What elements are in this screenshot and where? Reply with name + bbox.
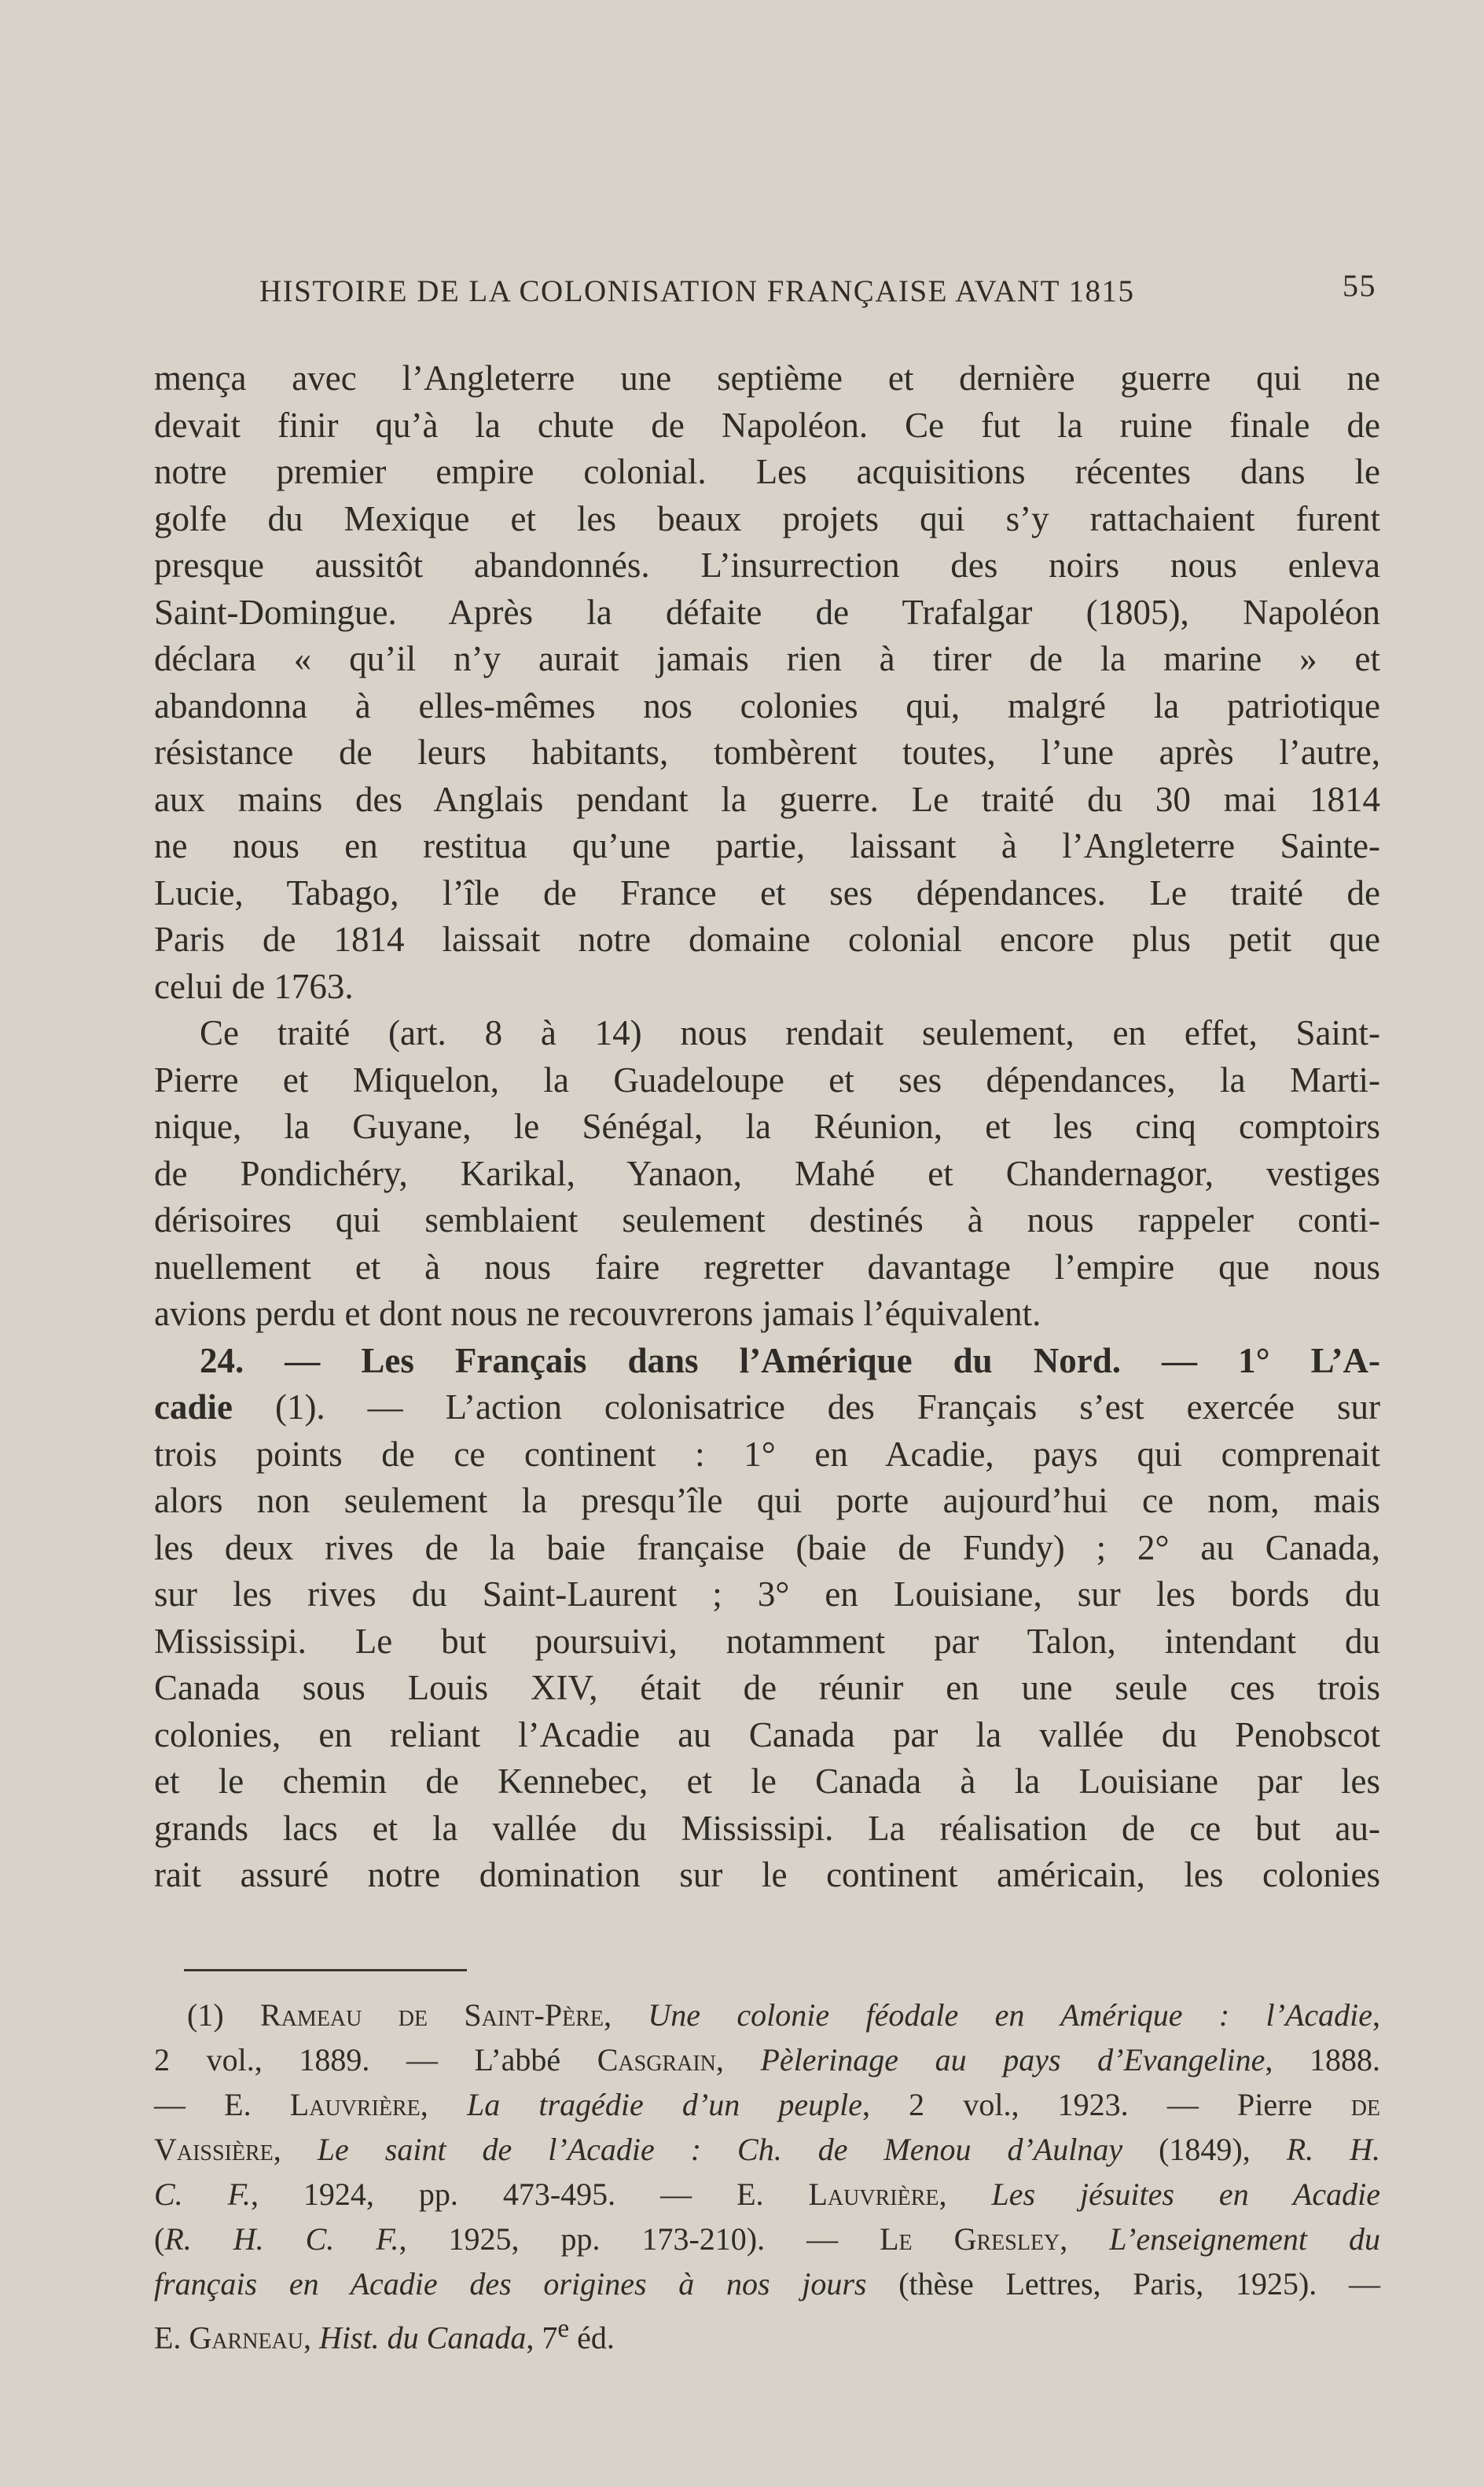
fn-title: Les jésuites en Acadie	[991, 2177, 1380, 2212]
fn-author: Le Gresley	[880, 2221, 1060, 2257]
footnote-line	[154, 2306, 1380, 2360]
fn-text: (1)	[187, 1997, 261, 2033]
text-line: mença avec l’Angleterre une septième et dernière guerre qui ne	[154, 358, 1380, 398]
section-heading: 24. — Les Français dans l’Amérique du Nord. — 1° L’A-	[200, 1340, 1380, 1380]
fn-author: Vaissière	[154, 2132, 274, 2167]
text-line: dérisoires qui semblaient seulement destinés à nous rappeler conti-	[154, 1200, 1380, 1240]
fn-text: — E.	[154, 2087, 290, 2122]
text-line: nique, la Guyane, le Sénégal, la Réunion, et les cinq comptoirs	[154, 1107, 1380, 1146]
main-text	[154, 355, 1380, 1899]
fn-text: , 1925, pp. 173-210). —	[399, 2221, 880, 2257]
footnote-line	[154, 2127, 1380, 2172]
fn-title: français en Acadie des origines à nos jours	[154, 2266, 867, 2301]
text-line: de Pondichéry, Karikal, Yanaon, Mahé et Chandernagor, vestiges	[154, 1153, 1380, 1193]
footnote-line	[154, 1993, 1380, 2037]
fn-text: ,	[715, 2042, 761, 2077]
text-line: trois points de ce continent : 1° en Acadie, pays qui comprenait	[154, 1434, 1380, 1474]
text-line: presque aussitôt abandonnés. L’insurrection des noirs nous enleva	[154, 546, 1380, 585]
fn-author: de	[1350, 2087, 1381, 2122]
fn-author: Garneau	[189, 2320, 303, 2356]
text-line: sur les rives du Saint-Laurent ; 3° en Louisiane, sur les bords du	[154, 1574, 1380, 1614]
fn-text: , 7	[526, 2320, 558, 2356]
footnote-line	[154, 2037, 1380, 2082]
text-line: Lucie, Tabago, l’île de France et ses dépendances. Le traité de	[154, 872, 1380, 913]
fn-title: R. H. C. F.	[164, 2221, 399, 2257]
text-line: devait finir qu’à la chute de Napoléon. Ce fut la ruine finale de	[154, 405, 1380, 445]
text-line: aux mains des Anglais pendant la guerre. Le traité du 30 mai 1814	[154, 779, 1380, 819]
fn-text: ,	[273, 2132, 318, 2167]
text-line: nuellement et à nous faire regretter davantage l’empire que nous	[154, 1247, 1380, 1287]
fn-text: ,	[303, 2320, 319, 2356]
fn-text: ,	[1372, 1997, 1381, 2033]
footnote	[154, 1993, 1380, 2360]
fn-title: L’enseignement du	[1109, 2221, 1381, 2257]
fn-title: R. H.	[1286, 2132, 1381, 2167]
text-line: Ce traité (art. 8 à 14) nous rendait seulement, en effet, Saint-	[200, 1013, 1380, 1052]
fn-text: éd.	[569, 2320, 615, 2356]
fn-text: ,	[939, 2177, 992, 2212]
text-line: ne nous en restitua qu’une partie, laissant à l’Angleterre Sainte-	[154, 826, 1380, 865]
page-number: 55	[1343, 268, 1376, 303]
fn-text: ,	[420, 2087, 467, 2122]
text-line: avions perdu et dont nous ne recouvrerons jamais l’équivalent.	[154, 1294, 1041, 1333]
fn-title: La tragédie d’un peuple	[466, 2087, 862, 2122]
footnote-line	[154, 2217, 1380, 2261]
fn-title: Hist. du Canada	[319, 2320, 527, 2356]
fn-text: , 1888.	[1265, 2042, 1380, 2077]
text-line: golfe du Mexique et les beaux projets qui s’y rattachaient furent	[154, 498, 1380, 538]
fn-text: (thèse Lettres, Paris, 1925). —	[866, 2266, 1380, 2301]
running-header	[259, 268, 1391, 309]
fn-text: (	[154, 2221, 165, 2257]
text-line: grands lacs et la vallée du Mississipi. La réalisation de ce but au-	[154, 1808, 1380, 1848]
fn-text: , 1924, pp. 473-495. — E.	[250, 2177, 809, 2212]
footnote-line	[154, 2172, 1380, 2217]
text-line: rait assuré notre domination sur le continent américain, les colonies	[154, 1855, 1380, 1894]
section-heading-continued: cadie	[154, 1387, 233, 1427]
fn-text: ,	[1060, 2221, 1110, 2257]
fn-text: E.	[154, 2320, 189, 2356]
fn-text: (1849),	[1122, 2132, 1287, 2167]
fn-author: Lauvrière	[289, 2087, 421, 2122]
text-line: colonies, en reliant l’Acadie au Canada par la vallée du Penobscot	[154, 1714, 1380, 1754]
text-line: Paris de 1814 laissait notre domaine colonial encore plus petit que	[154, 920, 1380, 959]
running-title: HISTOIRE DE LA COLONISATION FRANÇAISE AVANT 1815	[259, 274, 1135, 308]
text-line	[154, 1384, 1380, 1431]
text-line: Pierre et Miquelon, la Guadeloupe et ses dépendances, la Marti-	[154, 1060, 1380, 1100]
text-line: notre premier empire colonial. Les acquisitions récentes dans le	[154, 452, 1380, 491]
fn-text: , 2 vol., 1923. — Pierre	[862, 2087, 1351, 2122]
text-line: Mississipi. Le but poursuivi, notamment par Talon, intendant du	[154, 1621, 1380, 1661]
fn-text: 2 vol., 1889. — L’abbé	[154, 2042, 597, 2077]
fn-text: ,	[603, 1997, 648, 2033]
fn-title: Pèlerinage au pays d’Evangeline	[760, 2042, 1265, 2077]
fn-author: Casgrain	[597, 2042, 716, 2077]
fn-author: Rameau de Saint-Père	[260, 1997, 604, 2033]
fn-title: C. F.	[154, 2177, 251, 2212]
text-line: Saint-Domingue. Après la défaite de Trafalgar (1805), Napoléon	[154, 592, 1380, 632]
text-line: les deux rives de la baie française (baie de Fundy) ; 2° au Canada,	[154, 1527, 1380, 1567]
fn-title: Le saint de l’Acadie : Ch. de Menou d’Aulnay	[317, 2132, 1123, 2167]
footnote-line	[154, 2261, 1380, 2306]
fn-superscript: e	[557, 2314, 570, 2343]
text-line-rest: (1). — L’action colonisatrice des Français s’est exercée sur	[232, 1387, 1380, 1427]
fn-author: Lauvrière	[808, 2177, 939, 2212]
text-line: et le chemin de Kennebec, et le Canada à la Louisiane par les	[154, 1761, 1380, 1801]
text-line: résistance de leurs habitants, tombèrent toutes, l’une après l’autre,	[154, 733, 1380, 772]
footnote-line	[154, 2082, 1380, 2127]
fn-title: Une colonie féodale en Amérique : l’Acadie	[648, 1997, 1373, 2033]
footnote-divider	[184, 1969, 467, 1971]
text-line: alors non seulement la presqu’île qui porte aujourd’hui ce nom, mais	[154, 1481, 1380, 1520]
text-line: abandonna à elles-mêmes nos colonies qui, malgré la patriotique	[154, 685, 1380, 726]
text-line: Canada sous Louis XIV, était de réunir en une seule ces trois	[154, 1668, 1380, 1707]
text-line: celui de 1763.	[154, 966, 354, 1006]
text-line: déclara « qu’il n’y aurait jamais rien à tirer de la marine » et	[154, 639, 1380, 678]
